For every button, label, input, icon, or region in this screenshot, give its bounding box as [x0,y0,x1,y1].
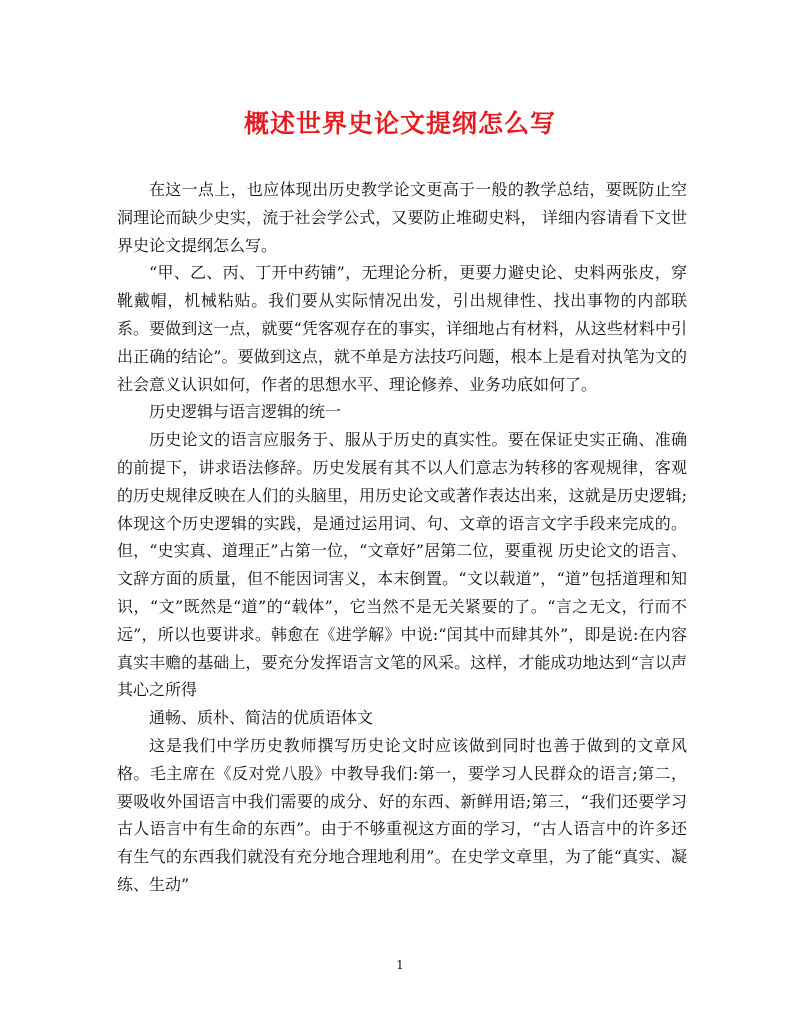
paragraph-style: 这是我们中学历史教师撰写历史论文时应该做到同时也善于做到的文章风格。毛主席在《反对党八股》中教导我们:第一，要学习人民群众的语言;第二，要吸收外国语言中我们需要的成分、好的东西、新鲜用语;第三，“我们还要学习古人语言中有生命的东西”。由于不够重视这方面的学习，“古人语言中的许多还有生气的东西我们就没有充分地合理地利用”。在史学文章里，为了能“真实、凝练、生动” [117,735,687,894]
paragraph-method: “甲、乙、丙、丁开中药铺”，无理论分析，更要力避史论、史料两张皮，穿靴戴帽，机械粘贴。我们要从实际情况出发，引出规律性、找出事物的内部联系。要做到这一点，就要“凭客观存在的事实，详细地占有材料，从这些材料中引出正确的结论”。要做到这点，就不单是方法技巧问题，根本上是看对执笔为文的社会意义认识如何，作者的思想水平、理论修养、业务功底如何了。 [117,263,687,394]
page-number: 1 [396,958,404,972]
document-title: 概述世界史论文提纲怎么写 [243,109,556,138]
paragraph-logic: 历史论文的语言应服务于、服从于历史的真实性。要在保证史实正确、准确的前提下，讲求语法修辞。历史发展有其不以人们意志为转移的客观规律，客观的历史规律反映在人们的头脑里，用历史论文或著作表达出来，这就是历史逻辑;体现这个历史逻辑的实践，是通过运用词、句、文章的语言文字手段来完成的。但，“史实真、道理正”占第一位，“文章好”居第二位，要重视 历史论文的语言、文辞方面的质量，但不能因词害义，本末倒置。“文以载道”，“道”包括道理和知识，“文”既然是“道”的“载体”，它当然不是无关紧要的了。“言之无文，行而不远”，所以也要讲求。韩愈在《进学解》中说:“闰其中而肆其外”，即是说:在内容真实丰赡的基础上，要充分发挥语言文笔的风采。这样，才能成功地达到“言以声其心之所得 [117,430,687,700]
paragraph-intro: 在这一点上，也应体现出历史教学论文更高于一般的教学总结，要既防止空洞理论而缺少史实，流于社会学公式，又要防止堆砌史料， 详细内容请看下文世界史论文提纲怎么写。 [117,180,687,255]
document-body [117,176,687,899]
section-heading-style: 通畅、质朴、简洁的优质语体文 [149,708,374,728]
section-heading-logic: 历史逻辑与语言逻辑的统一 [149,402,342,422]
